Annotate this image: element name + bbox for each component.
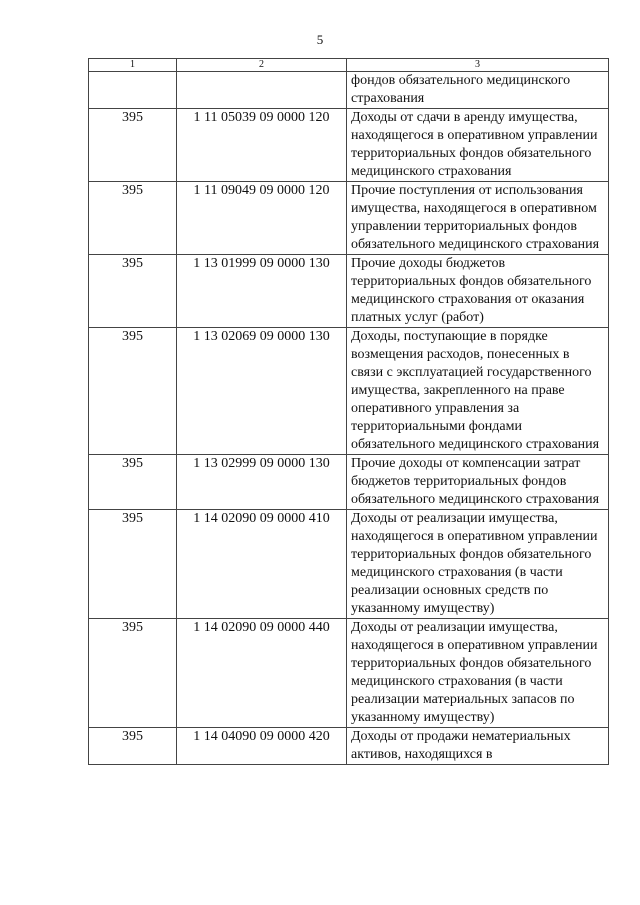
table-row (89, 109, 609, 182)
code-cell: 1 14 02090 09 0000 440 (177, 619, 347, 728)
admin-cell (89, 72, 177, 109)
description-cell: Прочие поступления от использования имущества, находящегося в оперативном управлении территориальных фондов обязательного медицинского страхования (347, 182, 609, 255)
table-row (89, 619, 609, 728)
table-row (89, 182, 609, 255)
description-cell: фондов обязательного медицинского страхования (347, 72, 609, 109)
code-cell: 1 13 01999 09 0000 130 (177, 255, 347, 328)
table-row (89, 328, 609, 455)
description-cell: Доходы от реализации имущества, находящегося в оперативном управлении территориальных фондов обязательного медицинского страхования (в части реализации основных средств по указанному имуществу) (347, 510, 609, 619)
column-number: 2 (177, 59, 347, 72)
revenue-codes-table (88, 58, 609, 765)
code-cell (177, 72, 347, 109)
table-row (89, 255, 609, 328)
admin-cell: 395 (89, 728, 177, 765)
admin-cell: 395 (89, 255, 177, 328)
code-cell: 1 14 02090 09 0000 410 (177, 510, 347, 619)
description-cell: Прочие доходы от компенсации затрат бюджетов территориальных фондов обязательного медицинского страхования (347, 455, 609, 510)
admin-cell: 395 (89, 328, 177, 455)
table-row (89, 455, 609, 510)
code-cell: 1 13 02069 09 0000 130 (177, 328, 347, 455)
column-number: 1 (89, 59, 177, 72)
column-number: 3 (347, 59, 609, 72)
description-cell: Доходы, поступающие в порядке возмещения расходов, понесенных в связи с эксплуатацией государственного имущества, закрепленного на праве оперативного управления за территориальными фондами обязательного медицинского страхования (347, 328, 609, 455)
continuation-row (89, 72, 609, 109)
admin-cell: 395 (89, 510, 177, 619)
code-cell: 1 13 02999 09 0000 130 (177, 455, 347, 510)
code-cell: 1 11 09049 09 0000 120 (177, 182, 347, 255)
code-cell: 1 14 04090 09 0000 420 (177, 728, 347, 765)
description-cell: Доходы от продажи нематериальных активов, находящихся в (347, 728, 609, 765)
admin-cell: 395 (89, 455, 177, 510)
description-cell: Доходы от сдачи в аренду имущества, находящегося в оперативном управлении территориальных фондов обязательного медицинского страхования (347, 109, 609, 182)
admin-cell: 395 (89, 619, 177, 728)
page-number: 5 (316, 32, 324, 47)
table-row (89, 728, 609, 765)
code-cell: 1 11 05039 09 0000 120 (177, 109, 347, 182)
description-cell: Доходы от реализации имущества, находящегося в оперативном управлении территориальных фондов обязательного медицинского страхования (в части реализации материальных запасов по указанному имуществу) (347, 619, 609, 728)
description-cell: Прочие доходы бюджетов территориальных фондов обязательного медицинского страхования от оказания платных услуг (работ) (347, 255, 609, 328)
table-row (89, 510, 609, 619)
admin-cell: 395 (89, 109, 177, 182)
column-number-row (89, 59, 609, 72)
admin-cell: 395 (89, 182, 177, 255)
